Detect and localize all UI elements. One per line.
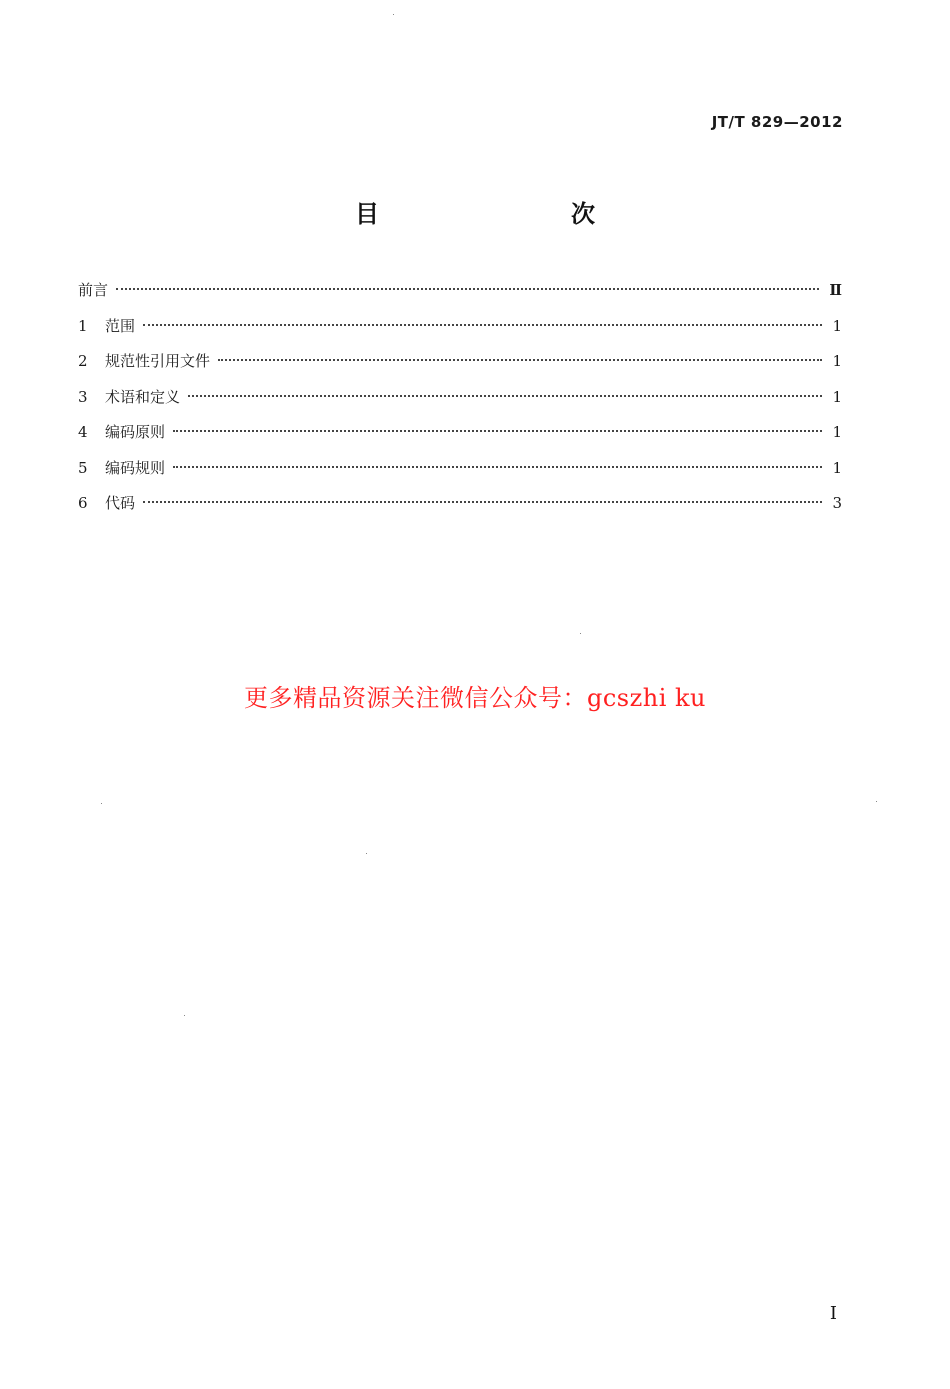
dot-leader [218,359,822,361]
toc-title: 目 次 [355,200,643,228]
dot-leader [173,466,822,468]
scan-speck [580,633,581,634]
scan-speck [184,1015,185,1016]
dot-leader [173,430,822,432]
scan-speck [393,14,394,15]
toc-entry-page: 1 [832,387,842,406]
toc-entry-number: 5 [78,458,88,477]
toc-entry-page: 1 [832,423,842,441]
toc-entry-number: 1 [78,316,88,335]
dot-leader [116,288,819,290]
toc-entry-number: 6 [78,494,88,512]
scan-speck [876,801,877,802]
toc-entry-label: 编码原则 [105,423,166,441]
toc-entry-coding-principles[interactable] [78,420,842,456]
toc-entry-page: 1 [832,316,842,335]
toc-entry-codes[interactable] [78,491,842,527]
dot-leader [143,324,822,326]
page-number: I [829,1303,837,1324]
toc-entry-label: 代码 [105,494,136,512]
table-of-contents [78,278,842,527]
toc-entry-page: Ⅱ [829,281,842,299]
toc-entry-label: 编码规则 [105,458,166,477]
toc-entry-terms-definitions[interactable] [78,385,842,421]
toc-entry-page: 1 [832,458,842,477]
toc-entry-label: 前言 [78,281,109,299]
dot-leader [143,501,822,503]
toc-entry-number: 3 [78,387,88,406]
toc-entry-normative-references[interactable] [78,349,842,385]
toc-entry-number: 4 [78,423,88,441]
standard-code: JT/T 829—2012 [711,113,843,131]
toc-entry-number: 2 [78,352,88,370]
toc-entry-page: 1 [832,352,842,370]
toc-entry-label: 范围 [105,316,136,335]
dot-leader [188,395,822,397]
toc-entry-label: 术语和定义 [105,387,181,406]
scan-speck [101,803,102,804]
promo-text: 更多精品资源关注微信公众号：gcszhi ku [243,684,707,712]
toc-entry-preface[interactable] [78,278,842,314]
toc-entry-page: 3 [832,494,842,512]
toc-entry-coding-rules[interactable] [78,456,842,492]
toc-entry-scope[interactable] [78,314,842,350]
scan-speck [366,853,367,854]
toc-entry-label: 规范性引用文件 [105,352,211,370]
